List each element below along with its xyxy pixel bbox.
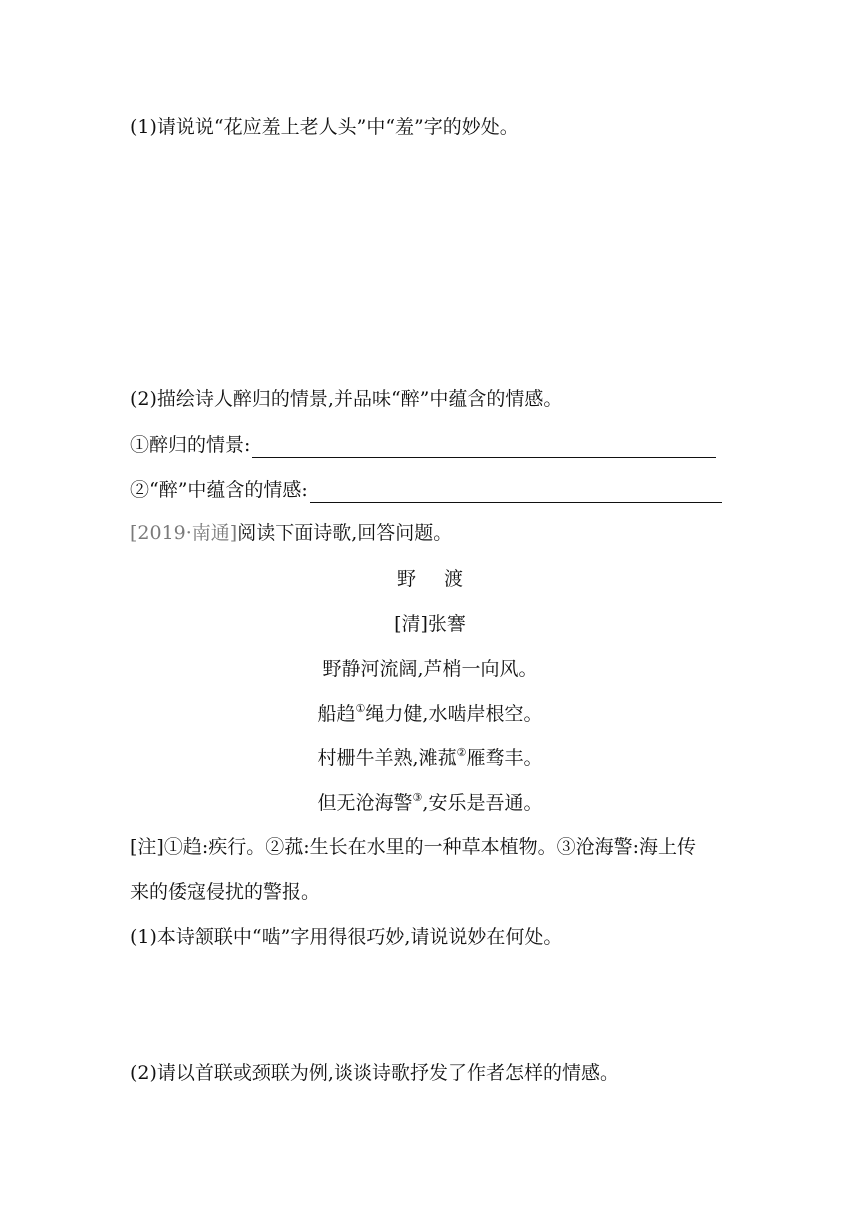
answer-line-emotion — [130, 477, 722, 503]
poem-title-char-1: 野 — [396, 568, 416, 590]
question-4-emotion: (2)请以首联或颈联为例,谈谈诗歌抒发了作者怎样的情感。 — [130, 1062, 619, 1084]
answer-label-emotion: ②“醉”中蕴含的情感: — [130, 479, 308, 501]
footnote-marker-3: ③ — [412, 791, 423, 804]
poem-line-2-part-a: 船趋 — [317, 703, 356, 725]
poem-line-4-part-b: ,安乐是吾通。 — [422, 792, 543, 814]
poem-line-1: 野静河流阔,芦梢一向风。 — [322, 658, 538, 680]
poem-line-4 — [0, 790, 860, 816]
poem-line-3-part-b: 雁骛丰。 — [466, 747, 543, 769]
question-1-flower-shy: (1)请说说“花应羞上老人头”中“羞”字的妙处。 — [130, 116, 519, 138]
source-tag: [2019·南通] — [130, 522, 238, 544]
answer-label-scene: ①醉归的情景: — [130, 434, 251, 456]
question-3-gnaw: (1)本诗颔联中“啮”字用得很巧妙,请说说妙在何处。 — [130, 926, 563, 948]
poem-title — [0, 566, 860, 592]
section-intro — [130, 520, 452, 546]
poem-title-char-2: 渡 — [444, 568, 464, 590]
section-instruction: 阅读下面诗歌,回答问题。 — [237, 522, 453, 544]
footnote-marker-2: ② — [456, 746, 467, 759]
poem-line-4-part-a: 但无沧海警 — [317, 792, 413, 814]
poem-line-3 — [0, 745, 860, 771]
poem-line-2-part-b: 绳力健,水啮岸根空。 — [365, 703, 543, 725]
answer-blank-emotion[interactable] — [310, 482, 722, 503]
answer-blank-scene[interactable] — [252, 437, 716, 458]
annotation-line-2: 来的倭寇侵扰的警报。 — [130, 881, 321, 903]
answer-line-scene — [130, 432, 716, 458]
footnote-marker-1: ① — [355, 702, 366, 715]
poem-author: [清]张謇 — [394, 613, 466, 635]
annotation-line-1: [注]①趋:疾行。②菰:生长在水里的一种草本植物。③沧海警:海上传 — [130, 836, 697, 858]
poem-line-2 — [0, 701, 860, 727]
question-2-drunk-return: (2)描绘诗人醉归的情景,并品味“醉”中蕴含的情感。 — [130, 388, 563, 410]
poem-line-3-part-a: 村栅牛羊熟,滩菰 — [317, 747, 457, 769]
